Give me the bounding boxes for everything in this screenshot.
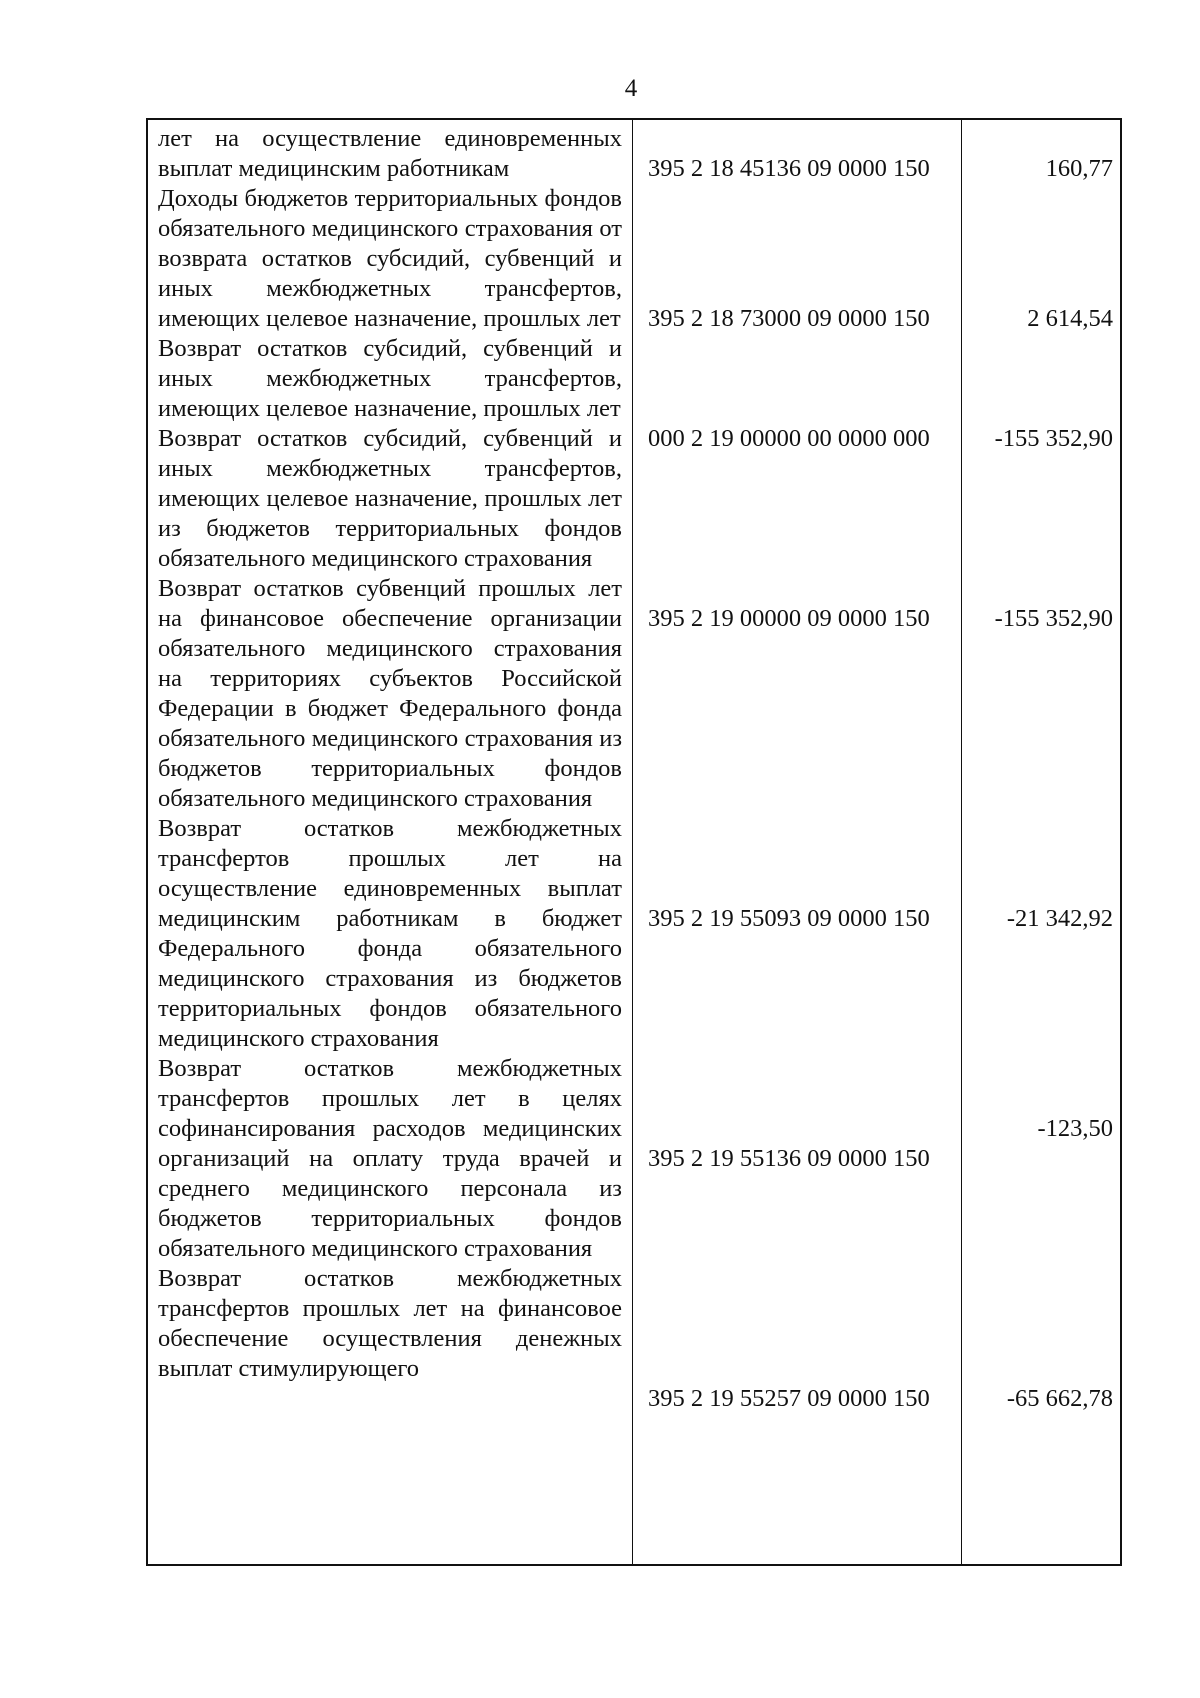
row-amount: 2 614,54 [1027, 305, 1113, 332]
row-amount: -155 352,90 [994, 605, 1113, 632]
row-code: 395 2 18 45136 09 0000 150 [648, 155, 930, 182]
row-amount: 160,77 [1045, 155, 1113, 182]
row-code: 000 2 19 00000 00 0000 000 [648, 425, 930, 452]
row-description: лет на осуществление единовременных выплат медицинским работникам [158, 125, 622, 182]
row-code: 395 2 19 55257 09 0000 150 [648, 1385, 930, 1412]
column-divider [961, 120, 962, 1564]
row-amount: -123,50 [1037, 1115, 1113, 1142]
row-description: Возврат остатков субсидий, субвенций и иных межбюджетных трансфертов, имеющих целевое назначение, прошлых лет из бюджетов территориальных фондов обязательного медицинского страхования [158, 425, 622, 572]
page-number: 4 [624, 75, 638, 102]
row-amount: -155 352,90 [994, 425, 1113, 452]
row-code: 395 2 19 55093 09 0000 150 [648, 905, 930, 932]
row-amount: -65 662,78 [1006, 1385, 1113, 1412]
description-column [158, 124, 622, 1384]
row-code: 395 2 18 73000 09 0000 150 [648, 305, 930, 332]
row-description: Возврат остатков межбюджетных трансфертов прошлых лет в целях софинансирования расходов медицинских организаций на оплату труда врачей и среднего медицинского персонала из бюджетов территориальных фондов обязательного медицинского страхования [158, 1055, 622, 1262]
row-description: Доходы бюджетов территориальных фондов обязательного медицинского страхования от возврата остатков субсидий, субвенций и иных межбюджетных трансфертов, имеющих целевое назначение, прошлых лет [158, 185, 622, 332]
row-amount: -21 342,92 [1006, 905, 1113, 932]
row-description: Возврат остатков межбюджетных трансфертов прошлых лет на осуществление единовременных выплат медицинским работникам в бюджет Федерального фонда обязательного медицинского страхования из бюджетов территориальных фондов обязательного медицинского страхования [158, 815, 622, 1052]
row-code: 395 2 19 55136 09 0000 150 [648, 1145, 930, 1172]
row-code: 395 2 19 00000 09 0000 150 [648, 605, 930, 632]
row-description: Возврат остатков межбюджетных трансфертов прошлых лет на финансовое обеспечение осуществления денежных выплат стимулирующего [158, 1265, 622, 1382]
row-description: Возврат остатков субвенций прошлых лет на финансовое обеспечение организации обязательного медицинского страхования на территориях субъектов Российской Федерации в бюджет Федерального фонда обязательного медицинского страхования из бюджетов территориальных фондов обязательного медицинского страхования [158, 575, 622, 812]
row-description: Возврат остатков субсидий, субвенций и иных межбюджетных трансфертов, имеющих целевое назначение, прошлых лет [158, 335, 622, 422]
column-divider [632, 120, 633, 1564]
budget-table [146, 118, 1122, 1566]
